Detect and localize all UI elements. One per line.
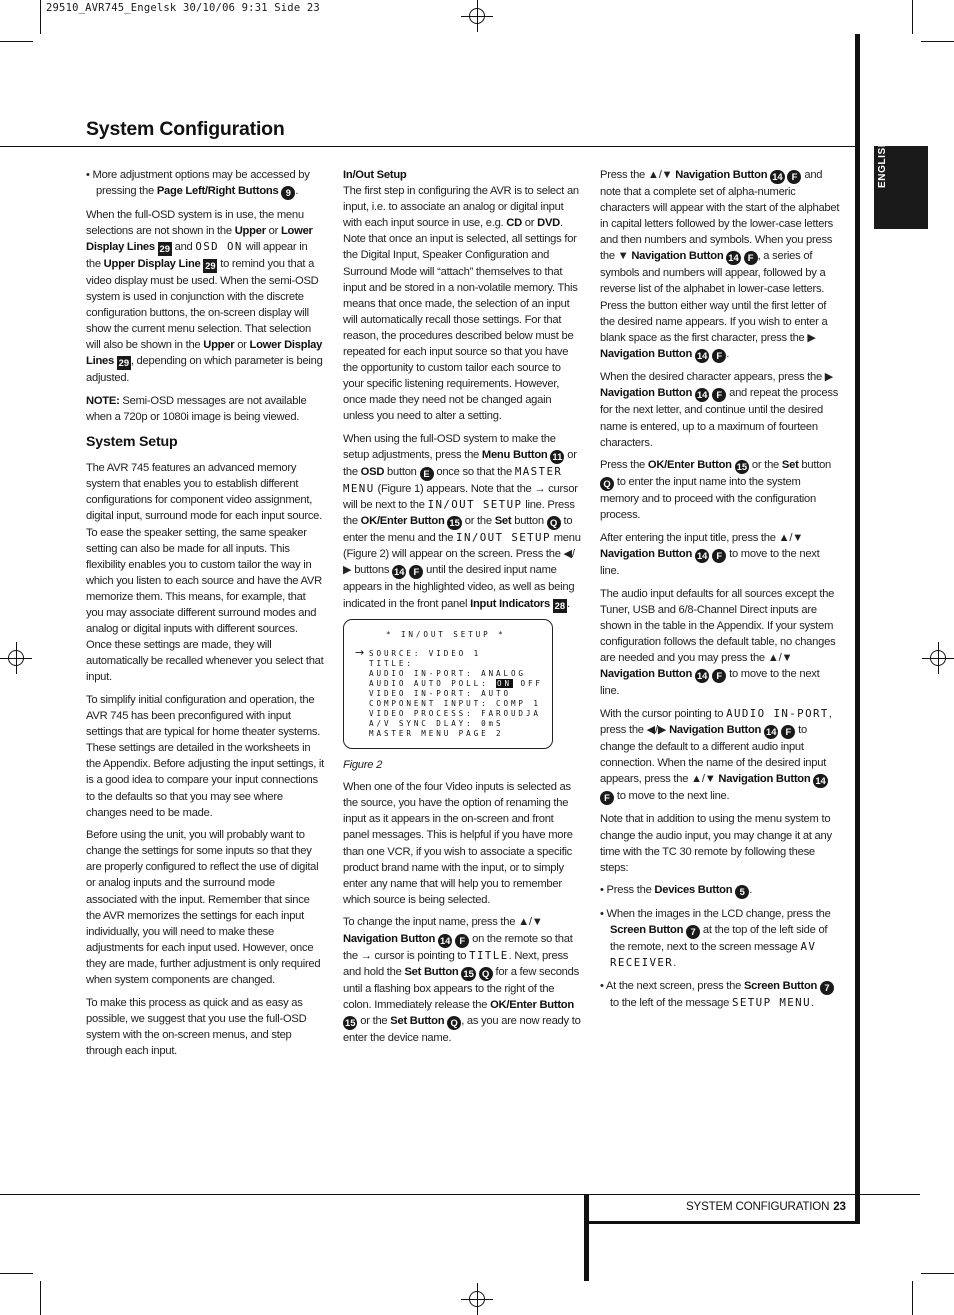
callout-number: 7: [686, 925, 700, 939]
callout-letter: F: [744, 251, 758, 265]
osd-highlight: ON: [497, 679, 512, 689]
paragraph: Press the OK/Enter Button 15 or the Set button Q to enter the input name into the system memory and to proceed with the configuration process.: [600, 459, 832, 522]
registration-mark-icon: [0, 642, 32, 674]
osd-line: AUDIO IN-PORT: ANALOG: [369, 669, 526, 679]
footer-block-rule: [584, 1194, 589, 1281]
paragraph: When using the full-OSD system to make the setup adjustments, press the Menu Button 11 or the OSD button E once so that the MASTER MENU (Figure 1) appears. Note that the → cursor will be next to the IN/OUT SETUP line. Press the OK/Enter Button 15 or the Set button Q to enter the menu and the IN/OUT SETUP menu (Figure 2) will appear on the screen. Press the ◀/▶ buttons 14 F until the desired input name appears in the highlighted video, as well as being indicated in the front panel Input Indicators 28 .: [343, 433, 581, 611]
language-tab-label: ENGLISH: [877, 139, 888, 188]
paragraph: With the cursor pointing to AUDIO IN-PORT, press the ◀/▶ Navigation Button 14 F to change the default to a different audio input connection. When the name of the desired input appears, press the ▲/▼ Navigation Button 14 F to move to the next line.: [600, 706, 832, 803]
page-edge-rule: [855, 34, 860, 1224]
footer-rule: [0, 1194, 920, 1195]
footer-section: SYSTEM CONFIGURATION: [686, 1200, 830, 1213]
crop-mark: [0, 41, 33, 42]
callout-letter: F: [455, 934, 469, 948]
paragraph: After entering the input title, press the ▲/▼ Navigation Button 14 F to move to the next line.: [600, 531, 820, 577]
paragraph: Press the ▲/▼ Navigation Button 14 F and note that a complete set of alpha-numeric characters will appear with the start of the alphabet in capital letters followed by the lower-case letters and then numbers and symbols. When you press the ▼ Navigation Button 14 F , a series of symbols and numbers will appear, followed by a reverse list of the alphabet in lower-case letters. Press the button either way until the first letter of the desired name appears. If you wish to enter a blank space as the first character, press the ▶ Navigation Button 14 F .: [600, 169, 840, 361]
callout-letter: E: [420, 467, 434, 481]
header-rule: [0, 146, 858, 147]
osd-line: AUDIO AUTO POLL: ON OFF: [369, 679, 543, 689]
print-slug: 29510_AVR745_Engelsk 30/10/06 9:31 Side 23: [46, 2, 320, 14]
list-item: • Press the Devices Button 5 .: [600, 884, 753, 898]
callout-number: 15: [736, 461, 748, 473]
callout-number: 14: [696, 349, 708, 361]
osd-line: COMPONENT INPUT: COMP 1: [369, 699, 541, 709]
callout-letter: F: [409, 565, 423, 579]
crop-mark: [912, 1281, 913, 1315]
crop-mark: [912, 0, 913, 34]
callout-number: 14: [772, 171, 783, 182]
osd-line: MASTER MENU PAGE 2: [369, 729, 504, 739]
column-2: [343, 167, 581, 1052]
callout-number: 11: [550, 450, 564, 464]
callout-letter: F: [712, 669, 726, 683]
paragraph: To make this process as quick and as easy as possible, we suggest that you use the full-OSD system with the on-screen menus, and step through each input.: [86, 996, 307, 1057]
callout-number: 7: [820, 981, 834, 995]
crop-mark: [921, 41, 954, 42]
callout-number: 14: [696, 670, 708, 682]
callout-number: 14: [696, 550, 708, 561]
callout-number: 9: [281, 186, 295, 200]
osd-menu-title: * IN/OUT SETUP *: [386, 630, 506, 640]
footer-underline: [589, 1221, 860, 1224]
paragraph: The audio input defaults for all sources except the Tuner, USB and 6/8-Channel Direct inputs are shown in the table in the Appendix. If your system configuration follows the default table, no changes are needed and you may press the ▲/▼ Navigation Button 14 F to move to the next line.: [600, 587, 836, 698]
paragraph: The AVR 745 features an advanced memory system that enables you to establish different configurations for component video assignment, digital input, surround mode for each input source. To ease the speaker setting, the same speaker setting can also be made for all inputs. This flexibility enables you to custom tailor the way in which you listen to each source and have the AVR memorize them. This means, for example, that you may associate different surround modes and analog or digital inputs with different sources. Once these settings are made, they will automatically be recalled whenever you select that input.: [86, 462, 324, 684]
page-number: 23: [833, 1200, 846, 1213]
paragraph: When the desired character appears, press the ▶ Navigation Button 14 F and repeat the process for the next letter, and continue until the desired name is entered, up to a maximum of fourteen characters.: [600, 371, 839, 449]
osd-line: SOURCE: VIDEO 1: [369, 649, 482, 659]
callout-number: 15: [449, 517, 460, 529]
crop-mark: [40, 0, 41, 34]
osd-line: VIDEO PROCESS: FAROUDJA: [369, 709, 541, 719]
callout-letter: F: [712, 349, 726, 363]
list-item: • At the next screen, press the Screen Button 7 to the left of the message SETUP MENU.: [600, 978, 840, 1011]
callout-number: 14: [439, 934, 451, 946]
registration-mark-icon: [461, 1283, 493, 1315]
callout-number: 14: [394, 566, 405, 578]
registration-mark-icon: [922, 642, 954, 674]
crop-mark: [921, 1273, 954, 1274]
callout-letter: Q: [547, 516, 561, 530]
callout-number: 14: [696, 389, 708, 401]
callout-number: 15: [463, 967, 474, 979]
callout-number: 15: [345, 1016, 356, 1028]
crop-mark: [40, 1281, 41, 1315]
callout-number: 28: [554, 599, 566, 611]
callout-number: 29: [159, 242, 170, 254]
callout-letter: Q: [447, 1016, 461, 1030]
page-footer: [686, 1200, 846, 1213]
figure-2-osd-screen: [343, 619, 553, 749]
paragraph: Before using the unit, you will probably want to change the settings for some inputs so that they are properly configured to reflect the use of digital or analog inputs and the surround mode associated with the input. Remember that since the AVR memorizes the settings for each input individually, you will need to make these adjustments for each input used. However, once they are made, further adjustment is only required when system components are changed.: [86, 829, 321, 987]
paragraph: Note that in addition to using the menu system to change the audio input, you may change it at any time with the TC 30 remote by following these steps:: [600, 813, 832, 874]
paragraph: The first step in configuring the AVR is to select an input, i.e. to associate an analog or digital input with each input source in use, e.g. CD or DVD. Note that once an input is selected, all settings for the Digital Input, Speaker Configuration and Surround Mode will “attach” themselves to that input and be stored in a non-volatile memory. This means that once made, the selection of an input will automatically recall those settings. For that reason, the procedures described below must be repeated for each input source so that you have the opportunity to custom tailor each source to your specific listening requirements. However, once made they need not be changed again unless you need to alter a setting.: [343, 185, 579, 423]
callout-letter: F: [712, 549, 726, 563]
callout-number: 14: [766, 725, 777, 737]
callout-number: 5: [735, 885, 749, 899]
paragraph: To change the input name, press the ▲/▼ Navigation Button 14 F on the remote so that the → cursor is pointing to TITLE. Next, press and hold the Set Button 15 Q for a few seconds until a flashing box appears to the right of the colon. Immediately release the OK/Enter Button 15 or the Set Button Q , as you are now ready to enter the device name.: [343, 916, 581, 1044]
paragraph: When the full-OSD system is in use, the menu selections are not shown in the Upper or Lower Display Lines 29 and OSD ON will appear in the Upper Display Line 29 to remind you that a video display must be used. When the semi-OSD system is used in conjunction with the discrete configuration buttons, the on-screen display will show the current menu selection. That selection will also be shown in the Upper or Lower Display Lines 29 , depending on which parameter is being adjusted.: [86, 208, 323, 385]
callout-letter: F: [712, 388, 726, 402]
column-1: [86, 167, 324, 1066]
callout-letter: F: [781, 725, 795, 739]
paragraph: To simplify initial configuration and operation, the AVR 745 has been preconfigured with input settings that are typical for home theater systems. These settings are detailed in the worksheets in the Appendix. Before adjusting the input settings, it is a good idea to compare your input connections to the defaults so that you may see where changes need to be made.: [86, 693, 325, 819]
registration-mark-icon: [461, 0, 493, 32]
page-title: System Configuration: [86, 118, 285, 140]
callout-letter: F: [600, 791, 614, 805]
callout-number: 14: [728, 252, 739, 264]
section-heading: System Setup: [86, 434, 178, 451]
callout-letter: Q: [479, 967, 493, 981]
language-tab: [874, 139, 928, 229]
note: NOTE: Semi-OSD messages are not available when a 720p or 1080i image is being viewed.: [86, 394, 307, 423]
callout-number: 14: [815, 774, 826, 786]
column-3: [600, 167, 840, 1017]
subsection-heading: In/Out Setup: [343, 169, 407, 181]
callout-letter: F: [787, 170, 801, 184]
list-item: • More adjustment options may be accessed by pressing the Page Left/Right Buttons 9 .: [86, 169, 310, 199]
osd-line: A/V SYNC DLAY: 0mS: [369, 719, 504, 729]
figure-caption: Figure 2: [343, 759, 383, 772]
paragraph: When one of the four Video inputs is selected as the source, you have the option of renaming the input as it appears in the on-screen and front panel messages. This is helpful if you have more than one VCR, if you wish to associate a specific product brand name with the input, or to simply enter any name that will help you to remember which source is being selected.: [343, 781, 573, 906]
list-item: • When the images in the LCD change, press the Screen Button 7 at the top of the left side of the remote, next to the screen message AV RECEIVER.: [600, 907, 831, 969]
callout-number: 29: [118, 357, 130, 369]
osd-line: TITLE:: [369, 659, 414, 669]
callout-letter: Q: [600, 477, 614, 491]
cursor-arrow-icon: →: [355, 646, 364, 660]
crop-mark: [0, 1273, 33, 1274]
callout-number: 29: [205, 259, 216, 271]
osd-line: VIDEO IN-PORT: AUTO: [369, 689, 511, 699]
